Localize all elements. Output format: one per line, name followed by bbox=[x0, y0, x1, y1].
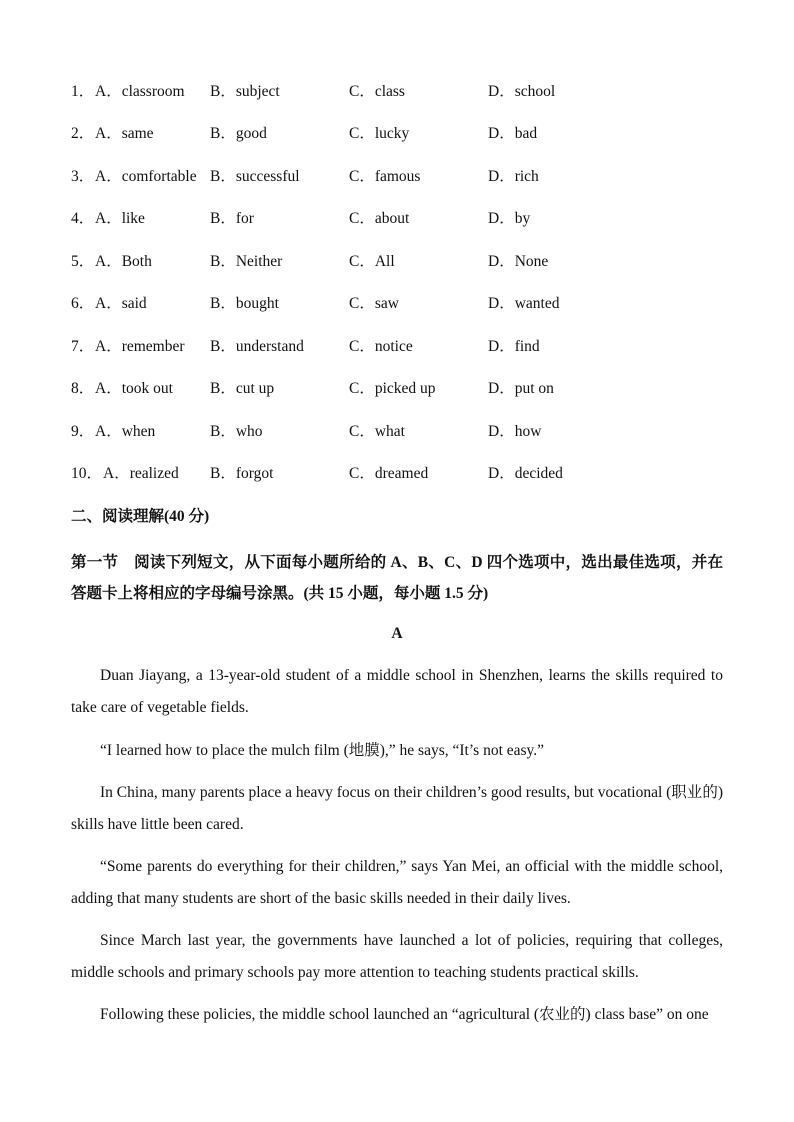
option-c: C．what bbox=[349, 423, 405, 440]
question-number: 10． bbox=[71, 465, 103, 482]
question-number: 4． bbox=[71, 210, 95, 227]
option-c: C．dreamed bbox=[349, 465, 429, 482]
option-b: B．subject bbox=[210, 83, 280, 100]
question-number: 2． bbox=[71, 125, 95, 142]
passage-paragraph: “Some parents do everything for their children,” says Yan Mei, an official with the middle school, adding that many students are short of the basic skills needed in their daily lives. bbox=[71, 858, 723, 907]
option-d: D．decided bbox=[488, 465, 563, 482]
option-d: D．wanted bbox=[488, 295, 560, 312]
option-d: D．bad bbox=[488, 125, 538, 142]
option-b: B．for bbox=[210, 210, 254, 227]
option-c: C．lucky bbox=[349, 125, 410, 142]
question-number: 7． bbox=[71, 338, 95, 355]
option-d: D．None bbox=[488, 253, 549, 270]
option-a: A．same bbox=[95, 125, 154, 142]
option-d: D．by bbox=[488, 210, 531, 227]
passage-paragraph: Since March last year, the governments have launched a lot of policies, requiring that colleges, middle schools and primary schools pay more attention to teaching students practical skills. bbox=[71, 932, 723, 981]
option-b: B．cut up bbox=[210, 380, 275, 397]
option-b: B．forgot bbox=[210, 465, 274, 482]
passage-title: A bbox=[391, 625, 403, 642]
option-b: B．good bbox=[210, 125, 267, 142]
option-a: A．Both bbox=[95, 253, 152, 270]
section-title: 二、阅读理解(40 分) bbox=[71, 508, 210, 525]
option-a: A．took out bbox=[95, 380, 173, 397]
question-number: 8． bbox=[71, 380, 95, 397]
option-a: A．realized bbox=[103, 465, 179, 482]
question-number: 3． bbox=[71, 168, 95, 185]
question-number: 1． bbox=[71, 83, 95, 100]
option-a: A．classroom bbox=[95, 83, 185, 100]
option-c: C．picked up bbox=[349, 380, 436, 397]
option-d: D．how bbox=[488, 423, 542, 440]
option-c: C．about bbox=[349, 210, 410, 227]
option-c: C．saw bbox=[349, 295, 399, 312]
option-c: C．All bbox=[349, 253, 395, 270]
option-d: D．school bbox=[488, 83, 556, 100]
option-a: A．said bbox=[95, 295, 147, 312]
passage-paragraph: In China, many parents place a heavy focus on their children’s good results, but vocational (职业的) skills have little been cared. bbox=[71, 784, 723, 833]
option-b: B．Neither bbox=[210, 253, 283, 270]
section-instruction: 第一节 阅读下列短文，从下面每小题所给的 A、B、C、D 四个选项中，选出最佳选项，并在答题卡上将相应的字母编号涂黑。(共 15 小题，每小题 1.5 分) bbox=[71, 554, 723, 602]
passage-paragraph: “I learned how to place the mulch film (地膜),” he says, “It’s not easy.” bbox=[100, 742, 545, 759]
option-a: A．comfortable bbox=[95, 168, 197, 185]
option-b: B．who bbox=[210, 423, 263, 440]
option-b: B．successful bbox=[210, 168, 300, 185]
passage-paragraph: Following these policies, the middle school launched an “agricultural (农业的) class base” on one bbox=[100, 1006, 709, 1023]
question-number: 5． bbox=[71, 253, 95, 270]
option-d: D．put on bbox=[488, 380, 554, 397]
option-c: C．famous bbox=[349, 168, 421, 185]
option-b: B．bought bbox=[210, 295, 279, 312]
option-d: D．find bbox=[488, 338, 540, 355]
passage-paragraph: Duan Jiayang, a 13-year-old student of a middle school in Shenzhen, learns the skills required to take care of vegetable fields. bbox=[71, 667, 723, 716]
option-a: A．like bbox=[95, 210, 145, 227]
option-d: D．rich bbox=[488, 168, 539, 185]
option-b: B．understand bbox=[210, 338, 304, 355]
option-c: C．notice bbox=[349, 338, 413, 355]
question-number: 6． bbox=[71, 295, 95, 312]
option-c: C．class bbox=[349, 83, 405, 100]
option-a: A．when bbox=[95, 423, 156, 440]
question-number: 9． bbox=[71, 423, 95, 440]
option-a: A．remember bbox=[95, 338, 185, 355]
